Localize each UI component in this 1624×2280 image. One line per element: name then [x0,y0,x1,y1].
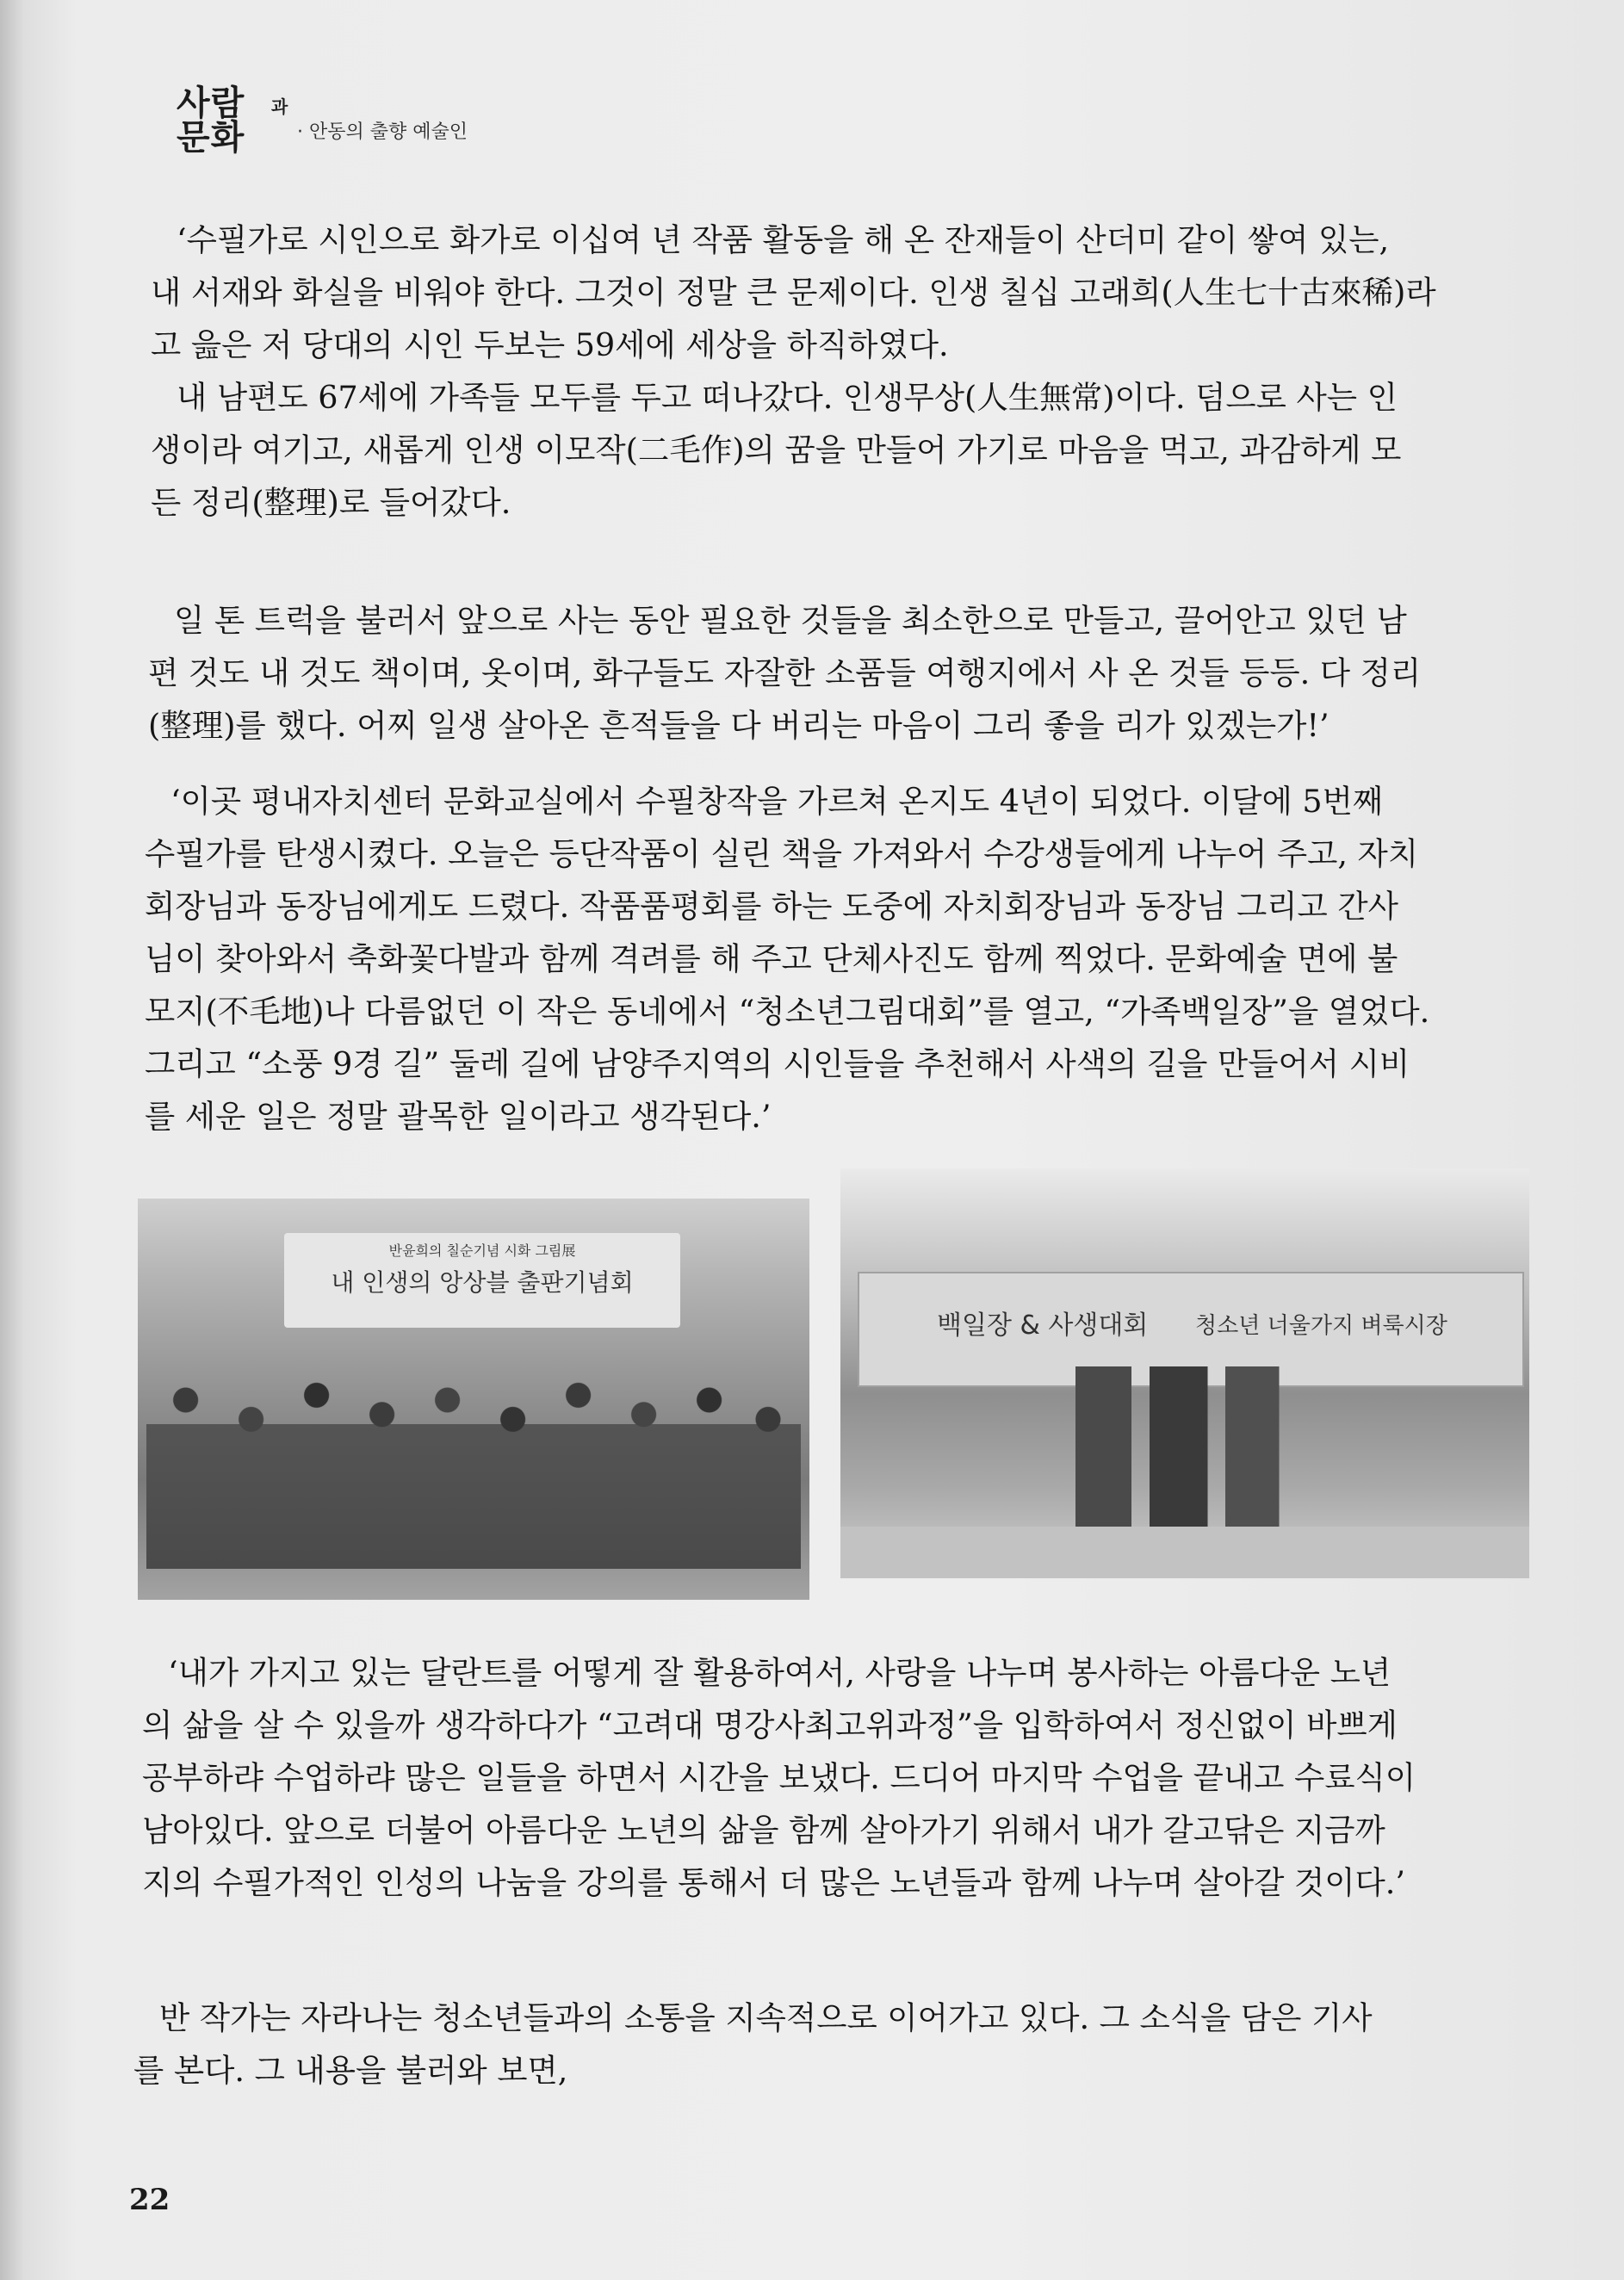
text-line: 회장님과 동장님에게도 드렸다. 작품품평회를 하는 도중에 자치회장님과 동장님 그리고 간사 [145,888,1398,925]
text-line: 그리고 “소풍 9경 길” 둘레 길에 남양주지역의 시인들을 추천해서 사색의 길을 만들어서 시비 [145,1045,1410,1082]
logo-text-line1: 사람 [177,84,245,123]
logo-text-small: 과 [271,96,288,117]
text-line: ‘이곳 평내자치센터 문화교실에서 수필창작을 가르쳐 온지도 4년이 되었다. 이달에 5번째 [170,783,1384,820]
paragraph-5 [133,1992,1528,2097]
page-header [177,76,624,158]
banner-main-text: 내 인생의 앙상블 출판기념회 [331,1268,634,1297]
section-label: · 안동의 출향 예술인 [297,121,468,143]
paragraph-3 [145,775,1540,1143]
text-line: 생이라 여기고, 새롭게 인생 이모작(二毛作)의 꿈을 만들어 가기로 마음을 먹고, 과감하게 모 [151,431,1402,468]
banner-left-text: 백일장 & 사생대회 [937,1310,1149,1341]
photo-banner [284,1233,680,1328]
text-line: 수필가를 탄생시켰다. 오늘은 등단작품이 실린 책을 가져와서 수강생들에게 나누어 주고, 자치 [145,835,1419,872]
logo-text-line2: 문화 [177,118,245,158]
text-line: 일 톤 트럭을 불러서 앞으로 사는 동안 필요한 것들을 최소한으로 만들고, 끌어안고 있던 남 [174,602,1407,639]
group-of-people [146,1328,801,1569]
text-line: 남아있다. 앞으로 더불어 아름다운 노년의 삶을 함께 살아가기 위해서 내가 갈고닦은 지금까 [142,1812,1385,1849]
text-line: 고 읊은 저 당대의 시인 두보는 59세에 세상을 하직하였다. [151,326,949,363]
text-line: 내 남편도 67세에 가족들 모두를 두고 떠나갔다. 인생무상(人生無常)이다. 덤으로 사는 인 [177,379,1398,416]
paragraph-2 [148,594,1543,752]
page-number: 22 [129,2183,170,2217]
ground [840,1527,1529,1578]
paragraph-4 [142,1646,1537,1909]
text-line: 님이 찾아와서 축화꽃다발과 함께 격려를 해 주고 단체사진도 함께 찍었다. 문화예술 면에 불 [145,940,1398,977]
text-line: 를 본다. 그 내용을 불러와 보면, [133,2052,568,2089]
text-line: ‘수필가로 시인으로 화가로 이십여 년 작품 활동을 해 온 잔재들이 산더미 같이 쌓여 있는, [177,221,1390,258]
magazine-logo [177,76,288,158]
text-line: 의 삶을 살 수 있을까 생각하다가 “고려대 명강사최고위과정”을 입학하여서 정신없이 바쁘게 [142,1707,1398,1744]
photo-festival-banner [840,1168,1529,1578]
group-photo-book-launch [138,1199,809,1600]
paragraph-1 [151,214,1546,529]
banner-title: 반윤희의 칠순기념 시화 그림展 [388,1242,576,1259]
text-line: 모지(不毛地)나 다름없던 이 작은 동네에서 “청소년그림대회”를 열고, “가족백일장”을 열었다. [145,993,1430,1030]
text-line: 내 서재와 화실을 비워야 한다. 그것이 정말 큰 문제이다. 인생 칠십 고래희(人生七十古來稀)라 [151,274,1436,311]
text-line: 지의 수필가적인 인성의 나눔을 강의를 통해서 더 많은 노년들과 함께 나누며 살아갈 것이다.’ [142,1864,1406,1901]
text-line: 공부하랴 수업하랴 많은 일들을 하면서 시간을 보냈다. 드디어 마지막 수업을 끝내고 수료식이 [142,1759,1416,1796]
banner-right-text: 청소년 너울가지 벼룩시장 [1195,1313,1447,1339]
text-line: 반 작가는 자라나는 청소년들과의 소통을 지속적으로 이어가고 있다. 그 소식을 담은 기사 [159,1999,1373,2036]
text-line: 를 세운 일은 정말 괄목한 일이라고 생각된다.’ [145,1098,772,1135]
text-line: 편 것도 내 것도 책이며, 옷이며, 화구들도 자잘한 소품들 여행지에서 사 온 것들 등등. 다 정리 [148,654,1422,691]
text-line: 든 정리(整理)로 들어갔다. [151,484,511,521]
text-line: ‘내가 가지고 있는 달란트를 어떻게 잘 활용하여서, 사랑을 나누며 봉사하는 아름다운 노년 [168,1654,1392,1691]
text-line: (整理)를 했다. 어찌 일생 살아온 흔적들을 다 버리는 마음이 그리 좋을 리가 있겠는가!’ [148,707,1330,744]
